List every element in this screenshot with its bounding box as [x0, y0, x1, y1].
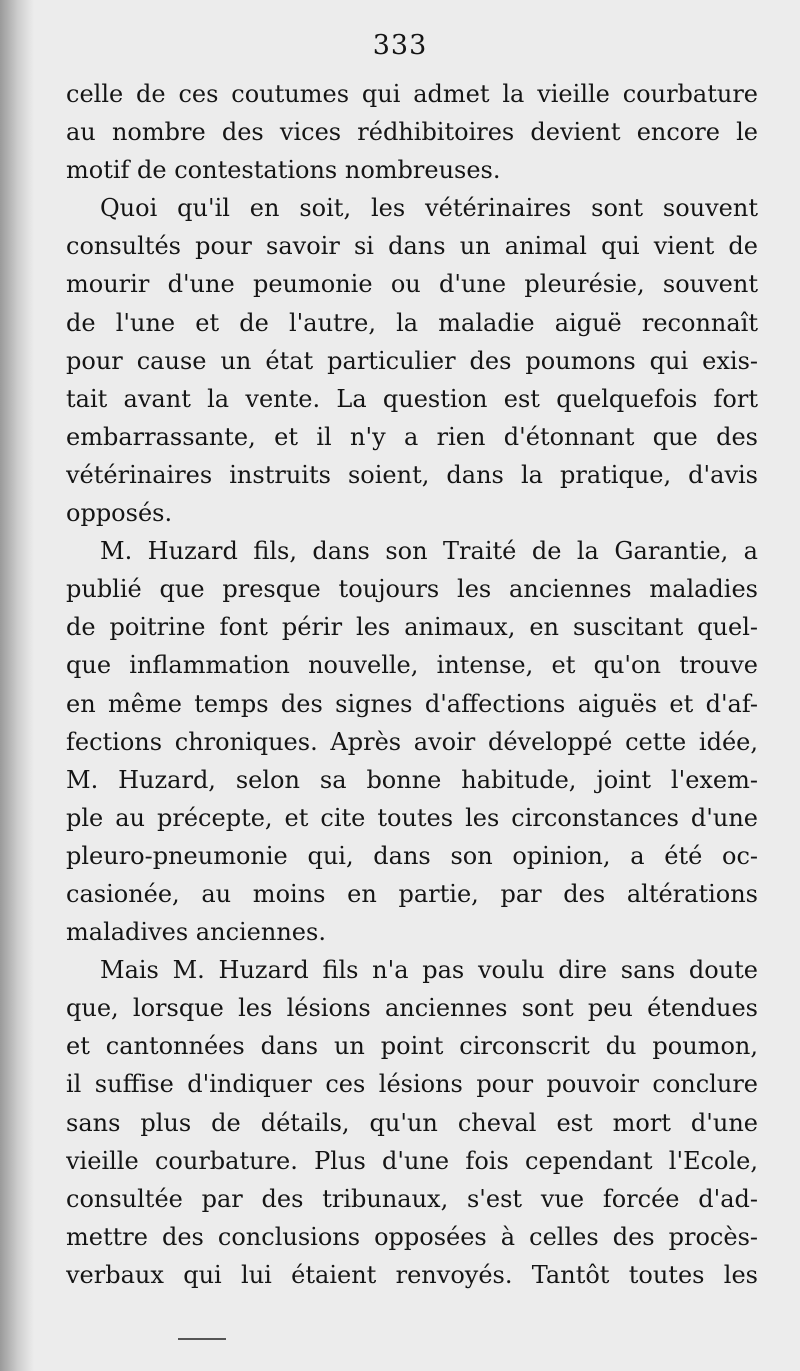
text-line: M. Huzard fils, dans son Traité de la Garantie, a — [100, 537, 758, 566]
text-line: consultés pour savoir si dans un animal qui vient de — [66, 232, 758, 261]
text-line: mettre des conclusions opposées à celles des procès- — [66, 1222, 758, 1251]
text-line: Mais M. Huzard fils n'a pas voulu dire sans doute — [100, 956, 758, 985]
text-line: en même temps des signes d'affections aiguës et d'af- — [66, 689, 758, 718]
text-line: motif de contestations nombreuses. — [66, 156, 501, 185]
text-line: embarrassante, et il n'y a rien d'étonnant que des — [66, 422, 758, 451]
text-line: de l'une et de l'autre, la maladie aiguë reconnaît — [66, 308, 758, 337]
page-binding-shadow — [0, 0, 34, 1371]
page-number: 333 — [372, 30, 428, 61]
text-line: vieille courbature. Plus d'une fois cependant l'Ecole, — [66, 1146, 758, 1175]
text-line: celle de ces coutumes qui admet la vieille courbature — [66, 80, 758, 108]
text-line: mourir d'une peumonie ou d'une pleurésie, souvent — [66, 270, 758, 299]
text-line: il suffise d'indiquer ces lésions pour pouvoir conclure — [66, 1070, 758, 1099]
text-line: Quoi qu'il en soit, les vétérinaires sont souvent — [100, 194, 758, 223]
text-line: consultée par des tribunaux, s'est vue forcée d'ad- — [66, 1184, 758, 1213]
body-text — [66, 75, 758, 1294]
text-line: verbaux qui lui étaient renvoyés. Tantôt toutes les — [66, 1260, 758, 1289]
text-line: pleuro-pneumonie qui, dans son opinion, a été oc- — [66, 841, 758, 870]
text-line: fections chroniques. Après avoir développé cette idée, — [66, 727, 758, 756]
footer-rule — [178, 1338, 226, 1340]
text-line: de poitrine font périr les animaux, en suscitant quel- — [66, 613, 758, 642]
text-line: que inflammation nouvelle, intense, et qu'on trouve — [66, 651, 758, 680]
text-line: maladives anciennes. — [66, 918, 326, 947]
text-line: sans plus de détails, qu'un cheval est mort d'une — [66, 1108, 758, 1137]
text-line: casionée, au moins en partie, par des altérations — [66, 879, 758, 908]
text-line: opposés. — [66, 499, 173, 528]
text-line: vétérinaires instruits soient, dans la pratique, d'avis — [66, 460, 758, 489]
text-line: ple au précepte, et cite toutes les circonstances d'une — [66, 803, 758, 832]
text-line: tait avant la vente. La question est quelquefois fort — [66, 384, 758, 413]
text-line: et cantonnées dans un point circonscrit du poumon, — [66, 1032, 758, 1061]
text-line: publié que presque toujours les anciennes maladies — [66, 575, 758, 604]
text-line: pour cause un état particulier des poumons qui exis- — [66, 346, 758, 375]
text-line: que, lorsque les lésions anciennes sont peu étendues — [66, 994, 758, 1023]
text-line: au nombre des vices rédhibitoires devient encore le — [66, 118, 758, 147]
text-line: M. Huzard, selon sa bonne habitude, joint l'exem- — [66, 765, 758, 794]
